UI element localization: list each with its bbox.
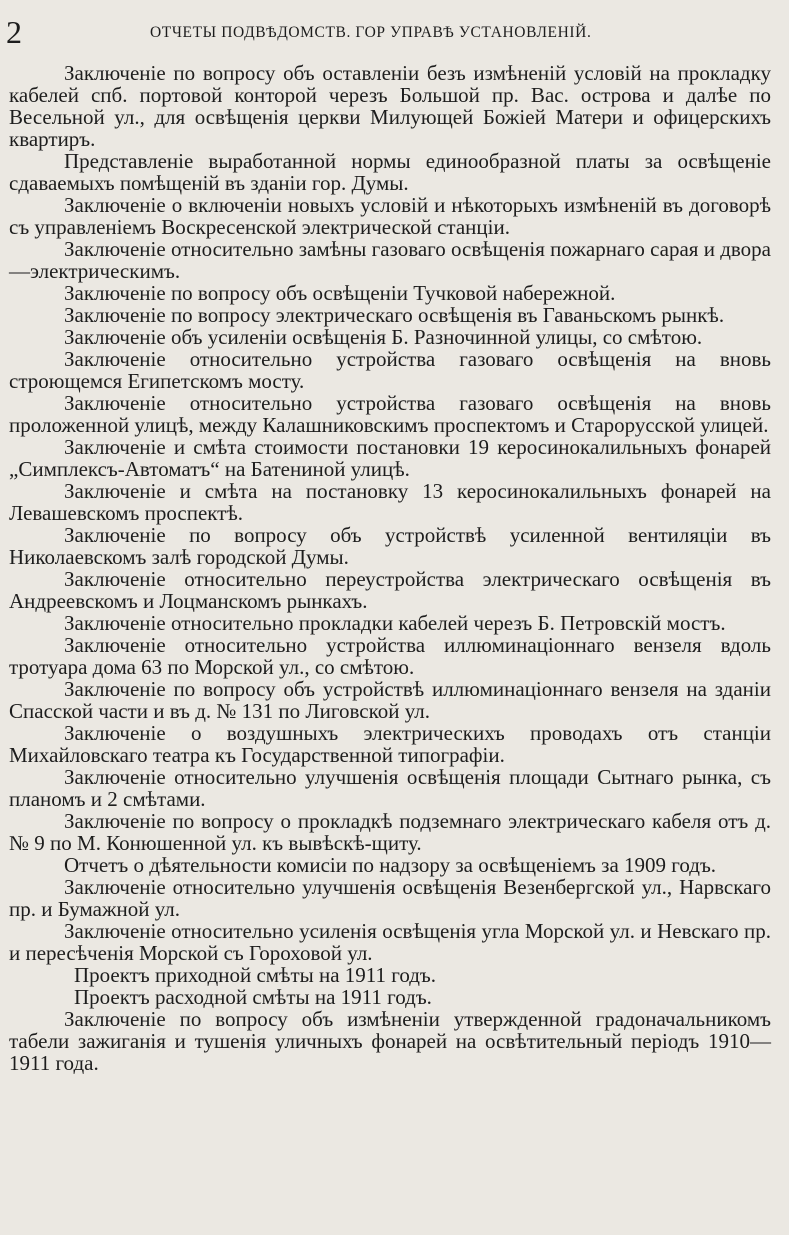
list-item: Заключеніе по вопросу объ устройствѣ усиленной вентиляціи въ Николаевскомъ залѣ городской Думы. — [9, 523, 771, 569]
list-item: Заключеніе и смѣта стоимости постановки 19 керосинокалильныхъ фонарей „Симплексъ-Автоматъ“ на Батенинoй улицѣ. — [9, 435, 771, 481]
list-item: Заключеніе объ усиленіи освѣщенія Б. Разночинной улицы, со смѣтою. — [64, 325, 703, 349]
list-item: Представленіе выработанной нормы единообразной платы за освѣщеніе сдаваемыхъ помѣщеній въ зданіи гор. Думы. — [9, 149, 771, 195]
list-item: Заключеніе по вопросу объ оставленіи безъ измѣненій условій на прокладку кабелей спб. портовой конторой черезъ Большой пр. Вас. острова и далѣе по Весельной ул., для освѣщенія церкви Милующей Божіей Матери и офицерскихъ квартиръ. — [9, 61, 771, 151]
list-item: Заключеніе по вопросу о прокладкѣ подземнаго электрическаго кабеля отъ д. № 9 по М. Конюшенной ул. къ вывѣскѣ-щиту. — [9, 809, 771, 855]
list-item: Заключеніе относительно переустройства электрическаго освѣщенія въ Андреевскомъ и Лоцманскомъ рынкахъ. — [9, 567, 771, 613]
list-item: Заключеніе относительно улучшенія освѣщенія площади Сытнаго рынка, съ планомъ и 2 смѣтами. — [9, 765, 771, 811]
list-item: Заключеніе по вопросу объ устройствѣ иллюминаціоннаго вензеля на зданіи Спасской части и въ д. № 131 по Лиговской ул. — [9, 677, 771, 723]
page-header — [0, 14, 789, 50]
list-item: Заключеніе относительно усиленія освѣщенія угла Морской ул. и Невскаго пр. и пересѣченія Морской съ Гороховой ул. — [9, 919, 771, 965]
list-item: Заключеніе по вопросу объ измѣненіи утвержденной градоначальникомъ табели зажиганія и тушенія уличныхъ фонарей на освѣтительный періодъ 1910—1911 года. — [9, 1007, 771, 1075]
list-item: Заключеніе и смѣта на постановку 13 керосинокалильныхъ фонарей на Левашевскомъ проспектѣ. — [9, 479, 771, 525]
list-item: Заключеніе относительно замѣны газоваго освѣщенія пожарнаго сарая и двора—электрическимъ. — [9, 237, 771, 283]
running-title: ОТЧЕТЫ ПОДВѢДОМСТВ. ГОР УПРАВѢ УСТАНОВЛЕНІЙ. — [150, 24, 592, 41]
list-item: Отчетъ о дѣятельности комисіи по надзору за освѣщеніемъ за 1909 годъ. — [64, 853, 717, 877]
list-item: Заключеніе о включеніи новыхъ условій и нѣкоторыхъ измѣненій въ договорѣ съ управленіемъ Воскресенской электрической станціи. — [9, 193, 771, 239]
list-item: Заключеніе относительно прокладки кабелей черезъ Б. Петровскій мостъ. — [64, 611, 726, 635]
list-item: Заключеніе относительно устройства иллюминаціоннаго вензеля вдоль тротуара дома 63 по Морской ул., со смѣтою. — [9, 633, 771, 679]
page-number: 2 — [6, 14, 22, 50]
list-item: Заключеніе относительно улучшенія освѣщенія Везенбергской ул., Нарвскаго пр. и Бумажной ул. — [9, 875, 771, 921]
list-item: Заключеніе по вопросу объ освѣщеніи Тучковой набережной. — [64, 281, 616, 305]
list-item: Заключеніе по вопросу электрическаго освѣщенія въ Гаваньскомъ рынкѣ. — [64, 303, 725, 327]
list-item: Заключеніе о воздушныхъ электрическихъ проводахъ отъ станціи Михайловскаго театра къ Государственной типографіи. — [9, 721, 771, 767]
list-item: Заключеніе относительно устройства газоваго освѣщенія на вновь проложенной улицѣ, между Калашниковскимъ проспектомъ и Староруcской улицей. — [9, 391, 771, 437]
list-item: Проектъ расходной смѣты на 1911 годъ. — [74, 985, 432, 1009]
document-body — [9, 62, 771, 1074]
list-item: Проектъ приходной смѣты на 1911 годъ. — [74, 963, 437, 987]
list-item: Заключеніе относительно устройства газоваго освѣщенія на вновь строющемся Египетскомъ мосту. — [9, 347, 771, 393]
